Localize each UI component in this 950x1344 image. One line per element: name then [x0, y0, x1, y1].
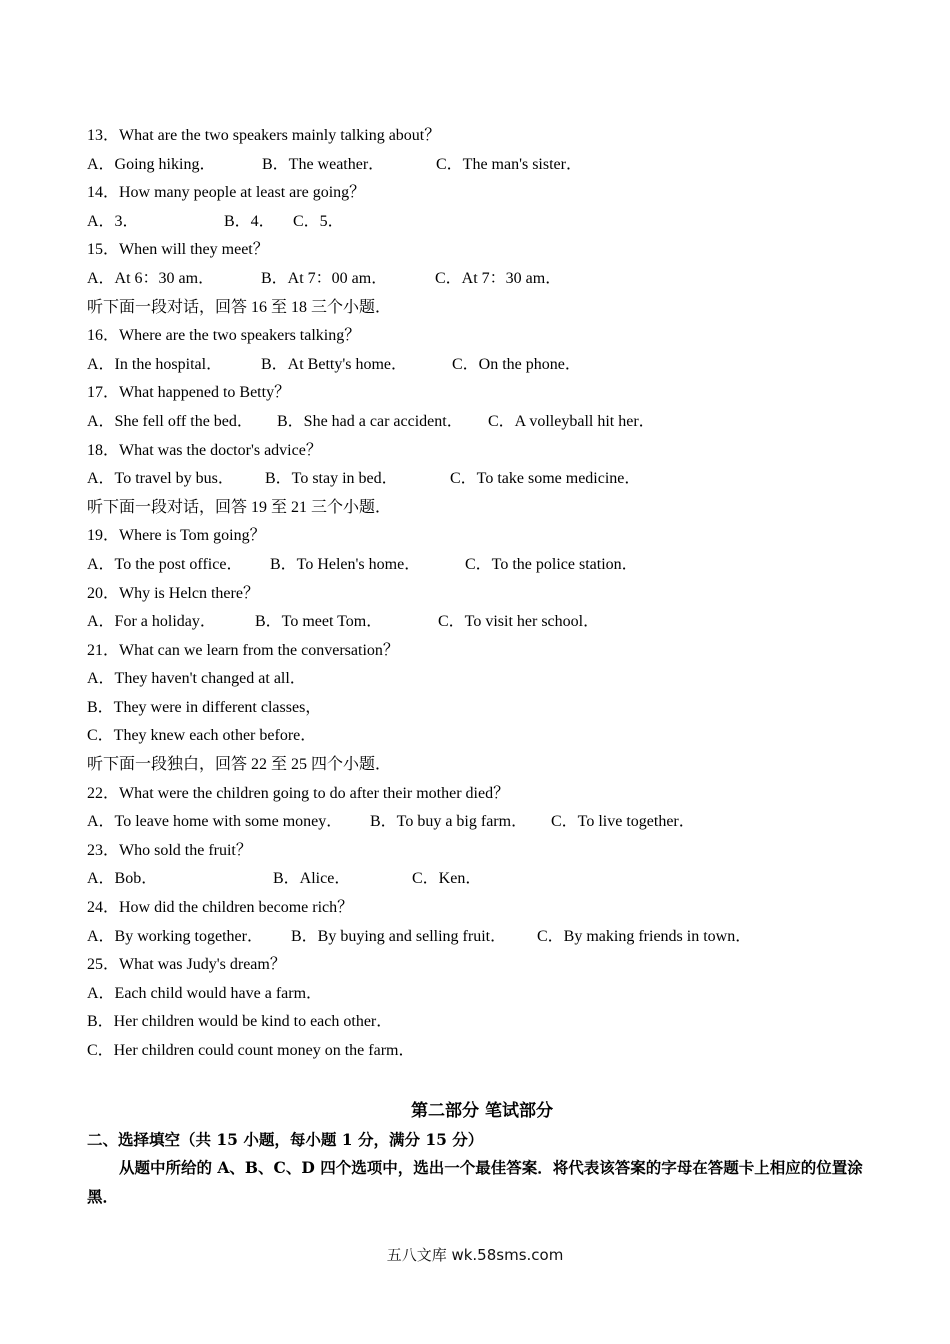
options-row [87, 351, 877, 380]
question-text: 21．What can we learn from the conversation？ [87, 641, 399, 659]
option-a: A．To leave home with some money． [87, 813, 343, 831]
option-c: C．Ken． [412, 870, 482, 888]
question-text: 15．When will they meet？ [87, 241, 269, 259]
option-c: C．On the phone． [452, 355, 581, 373]
option-b: B．To buy a big farm． [370, 813, 528, 831]
options-row [87, 408, 877, 437]
option-c: C．To live together． [551, 813, 695, 831]
option-a: A．She fell off the bed． [87, 412, 253, 430]
option-a: A．Bob． [87, 870, 158, 888]
question-text: 24．How did the children become rich？ [87, 899, 354, 917]
option-b: B．At Betty's home． [261, 355, 407, 373]
footer-watermark: 五八文库 wk.58sms.com [386, 1246, 564, 1264]
listening-questions [87, 122, 877, 1211]
section-heading: 二、选择填空（共 15 小题，每小题 1 分，满分 15 分） [87, 1129, 484, 1149]
question-text: 18．What was the doctor's advice？ [87, 441, 322, 459]
option-a: A．To the post office． [87, 555, 243, 573]
option-c: C．To visit her school． [438, 613, 600, 631]
option-c: C．A volleyball hit her． [488, 412, 655, 430]
question-text: 25．What was Judy's dream？ [87, 956, 286, 974]
option-c: C．To the police station． [465, 555, 638, 573]
option-b: B．To Helen's home． [270, 555, 421, 573]
option-c: C．At 7：30 am． [435, 269, 562, 287]
option-b: B．To meet Tom． [255, 613, 383, 631]
option-c: C．The man's sister． [436, 155, 582, 173]
option-c: C．To take some medicine． [450, 470, 641, 488]
section-instruction: 从题中所给的 A、B、C、D 四个选项中，选出一个最佳答案．将代表该答案的字母在答题卡上相应的位置涂黑． [87, 1158, 863, 1206]
part-title: 第二部分 笔试部分 [411, 1100, 553, 1121]
option-b: B．She had a car accident． [277, 412, 463, 430]
option-a: A．At 6：30 am． [87, 269, 215, 287]
option-b: B．Alice． [273, 870, 351, 888]
options-row [87, 865, 877, 894]
question-text: 14．How many people at least are going？ [87, 184, 366, 202]
question-text: 20．Why is Helcn there？ [87, 584, 259, 602]
options-row [87, 151, 877, 180]
option-c: C．5． [293, 212, 344, 230]
options-row [87, 608, 877, 637]
question-text: 17．What happened to Betty？ [87, 384, 291, 402]
option-a: A．In the hospital． [87, 355, 223, 373]
question-text: 23．Who sold the fruit？ [87, 841, 252, 859]
option-c: C．Her children could count money on the farm． [87, 1042, 415, 1059]
option-a: A．For a holiday． [87, 613, 216, 631]
option-b: B．They were in different classes， [87, 698, 322, 716]
question-text: 19．Where is Tom going？ [87, 527, 266, 545]
option-b: B．By buying and selling fruit． [291, 927, 507, 945]
question-text: 22．What were the children going to do after their mother died？ [87, 784, 510, 802]
spacer [87, 1066, 877, 1096]
options-row [87, 551, 877, 580]
option-c: C．They knew each other before． [87, 727, 317, 745]
option-a: A．3． [87, 212, 139, 230]
option-b: B．The weather． [262, 155, 385, 173]
options-row [87, 923, 877, 952]
listening-instruction: 听下面一段对话，回答 16 至 18 三个小题． [87, 298, 392, 316]
option-b: B．To stay in bed． [265, 470, 398, 488]
option-a: A．By working together． [87, 927, 263, 945]
option-b: B．4． [224, 212, 275, 230]
options-row [87, 208, 877, 237]
option-a: A．Each child would have a farm． [87, 984, 323, 1002]
options-row [87, 808, 877, 837]
option-b: B．At 7：00 am． [261, 269, 388, 287]
question-text: 13．What are the two speakers mainly talking about？ [87, 127, 441, 144]
option-a: A．To travel by bus． [87, 470, 234, 488]
question-text: 16．Where are the two speakers talking？ [87, 327, 361, 345]
options-row [87, 465, 877, 494]
option-a: A．They haven't changed at all． [87, 670, 306, 688]
option-a: A．Going hiking． [87, 155, 216, 173]
listening-instruction: 听下面一段独白，回答 22 至 25 四个小题． [87, 756, 392, 774]
options-row [87, 265, 877, 294]
option-b: B．Her children would be kind to each other． [87, 1013, 393, 1031]
listening-instruction: 听下面一段对话，回答 19 至 21 三个小题． [87, 498, 392, 516]
option-c: C．By making friends in town． [537, 927, 752, 945]
